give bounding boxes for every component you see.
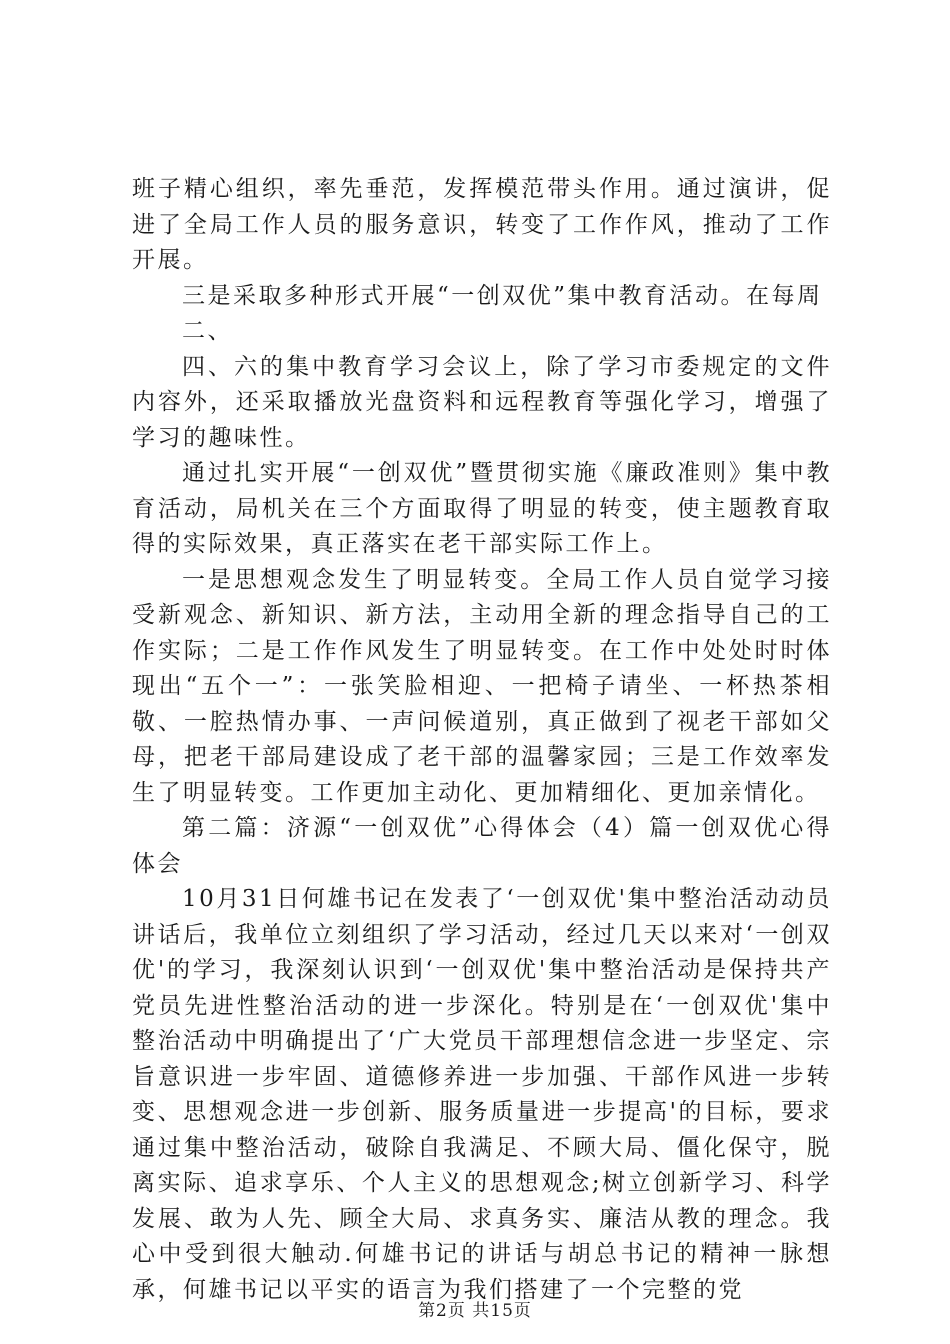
paragraph: 三是采取多种形式开展“一创双优”集中教育活动。在每周 bbox=[182, 282, 823, 309]
paragraph: 班子精心组织，率先垂范，发挥模范带头作用。通过演讲，促进了全局工作人员的服务意识，转变了工作作风，推动了工作开展。 bbox=[132, 176, 832, 273]
paragraph: 一是思想观念发生了明显转变。全局工作人员自觉学习接受新观念、新知识、新方法，主动用全新的理念指导自己的工作实际；二是工作作风发生了明显转变。在工作中处处时时体现出“五个一”：一张笑脸相迎、一把椅子请坐、一杯热茶相敬、一腔热情办事、一声问候道别，真正做到了视老干部如父母，把老干部局建设成了老干部的温馨家园；三是工作效率发生了明显转变。工作更加主动化、更加精细化、更加亲情化。 bbox=[132, 566, 832, 806]
page-number-footer: 第2页 共15页 bbox=[418, 1301, 532, 1321]
paragraph: 通过扎实开展“一创双优”暨贯彻实施《廉政准则》集中教育活动，局机关在三个方面取得了明显的转变，使主题教育取得的实际效果，真正落实在老干部实际工作上。 bbox=[132, 460, 832, 557]
document-body bbox=[132, 172, 832, 1308]
paragraph: 二、 bbox=[182, 318, 233, 344]
paragraph: 四、六的集中教育学习会议上，除了学习市委规定的文件内容外，还采取播放光盘资料和远程教育等强化学习，增强了学习的趣味性。 bbox=[132, 353, 832, 451]
paragraph: 10月31日何雄书记在发表了‘一创双优'集中整治活动动员讲话后，我单位立刻组织了学习活动，经过几天以来对‘一创双优'的学习，我深刻认识到‘一创双优'集中整治活动是保持共产党员先进性整治活动的进一步深化。特别是在‘一创双优'集中整治活动中明确提出了‘广大党员干部理想信念进一步坚定、宗旨意识进一步牢固、道德修养进一步加强、干部作风进一步转变、思想观念进一步创新、服务质量进一步提高'的目标，要求通过集中整治活动，破除自我满足、不顾大局、僵化保守，脱离实际、追求享乐、个人主义的思想观念;树立创新学习、科学发展、敢为人先、顾全大局、求真务实、廉洁从教的理念。我心中受到很大触动.何雄书记的讲话与胡总书记的精神一脉想承，何雄书记以平实的语言为我们搭建了一个完整的党 bbox=[132, 886, 832, 1303]
section-heading: 第二篇：济源“一创双优”心得体会（4）篇一创双优心得体会 bbox=[132, 815, 832, 877]
